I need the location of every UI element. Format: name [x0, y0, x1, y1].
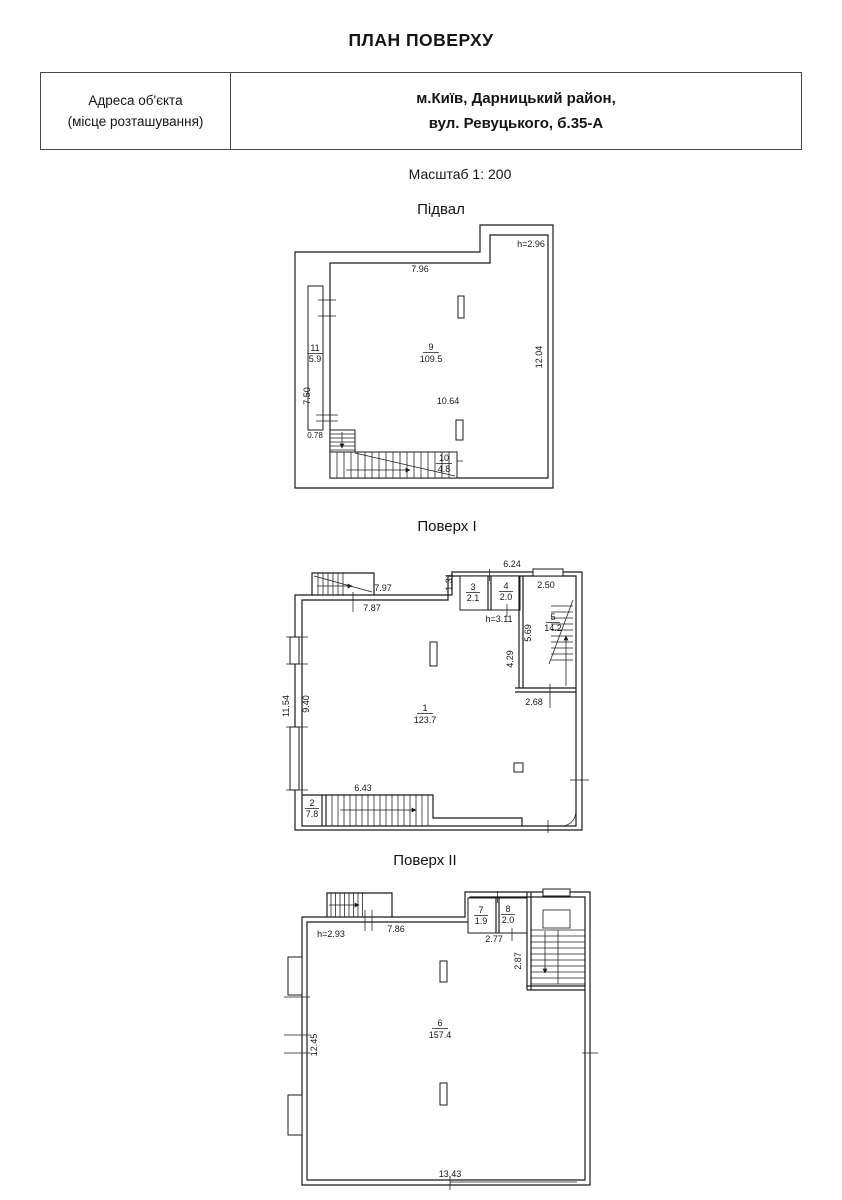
room9-number: 9 [428, 342, 434, 352]
basement-right-height-dim: 12.04 [534, 345, 544, 369]
basement-plan [295, 225, 553, 488]
floor1-bottom-stairs-dim: 6.43 [354, 783, 372, 793]
basement-left-bottom-dim: 0.78 [307, 431, 323, 440]
address-label-line2: (місце розташування) [67, 114, 204, 129]
floor2-stair-block [527, 889, 585, 990]
floor1-wall-dim: 4.29 [505, 650, 515, 668]
column [514, 763, 523, 772]
basement-title: Підвал [417, 201, 465, 218]
room11-number: 11 [310, 343, 320, 353]
room3-area: 2.1 [466, 593, 480, 603]
room1-number: 1 [422, 703, 428, 713]
floor1-window-dim: 2.50 [537, 580, 555, 590]
basement-height-label: h=2.96 [517, 239, 545, 249]
room10-area: 4.8 [437, 464, 451, 474]
room11-area: 5.9 [308, 354, 322, 364]
page-title: ПЛАН ПОВЕРХУ [348, 30, 494, 50]
column [458, 296, 464, 318]
room9-area: 109.5 [419, 354, 443, 364]
room4-number: 4 [503, 581, 509, 591]
floor2-rooms-bottom-dim: 2.77 [485, 934, 503, 944]
floor1-bottom-stair-treads [332, 795, 428, 826]
room8-area: 2.0 [501, 915, 515, 925]
floor2-height-label: h=2.93 [317, 929, 345, 939]
floor2-left-wall-ticks [284, 997, 310, 1053]
address-value-line2: вул. Ревуцького, б.35-А [428, 115, 604, 132]
floor1-left-outer-dim: 11.54 [281, 695, 291, 717]
room2-area: 7.8 [305, 809, 319, 819]
column [456, 420, 463, 440]
scale-label: Масштаб 1: 200 [408, 166, 512, 182]
floor2-title: Поверх II [393, 852, 457, 869]
floor1-top-step-dim: 1.31 [444, 573, 454, 591]
floor2-top-dim: 7.86 [387, 924, 405, 934]
floor1-bottom-stair-wall [302, 795, 522, 826]
basement-upper-stair-box [330, 430, 355, 452]
window [533, 569, 563, 576]
room7-number: 7 [478, 905, 484, 915]
room5-area: 14.2 [544, 623, 562, 633]
floor1-stair-width-dim: 2.68 [525, 697, 543, 707]
room7-area: 1.9 [474, 916, 488, 926]
room2-number: 2 [309, 798, 315, 808]
address-label-line1: Адреса об'єкта [88, 93, 183, 108]
floor2-stair-dim: 2.87 [513, 952, 523, 970]
basement-left-height-dim: 7.50 [302, 387, 312, 405]
floor2-bottom-dim: 13.43 [438, 1169, 462, 1179]
floor2-left-dim: 12.45 [309, 1033, 319, 1057]
column [430, 642, 437, 666]
floor1-top-above-dim: 7.97 [374, 583, 392, 593]
address-value-line1: м.Київ, Дарницький район, [416, 90, 616, 107]
basement-top-width-dim: 7.96 [411, 264, 429, 274]
room3-number: 3 [470, 582, 476, 592]
room6-number: 6 [437, 1018, 443, 1028]
floor1-height-label: h=3.11 [485, 614, 513, 624]
floor1-left-inner-dim: 9.40 [301, 695, 311, 713]
floor1-plan [281, 559, 589, 833]
floor1-top-below-dim: 7.87 [363, 603, 381, 613]
room4-area: 2.0 [499, 592, 513, 602]
window [288, 1095, 302, 1135]
room6-area: 157.4 [428, 1030, 452, 1040]
floor1-stair-depth-dim: 5.69 [523, 624, 533, 642]
window [543, 889, 570, 896]
window [288, 957, 302, 995]
room5-number: 5 [550, 612, 556, 622]
floor1-top-right-dim: 6.24 [503, 559, 521, 569]
window [290, 637, 299, 664]
floor2-plan [284, 889, 598, 1190]
room10-number: 10 [438, 453, 450, 463]
room1-area: 123.7 [413, 715, 437, 725]
column [440, 1083, 447, 1105]
floor1-title: Поверх I [417, 518, 477, 535]
window [290, 727, 299, 790]
room8-number: 8 [505, 904, 511, 914]
basement-inner-width-dim: 10.64 [436, 396, 460, 406]
column [440, 961, 447, 982]
floor1-top-stair-treads [314, 573, 372, 595]
door-swing-arc [564, 812, 576, 826]
